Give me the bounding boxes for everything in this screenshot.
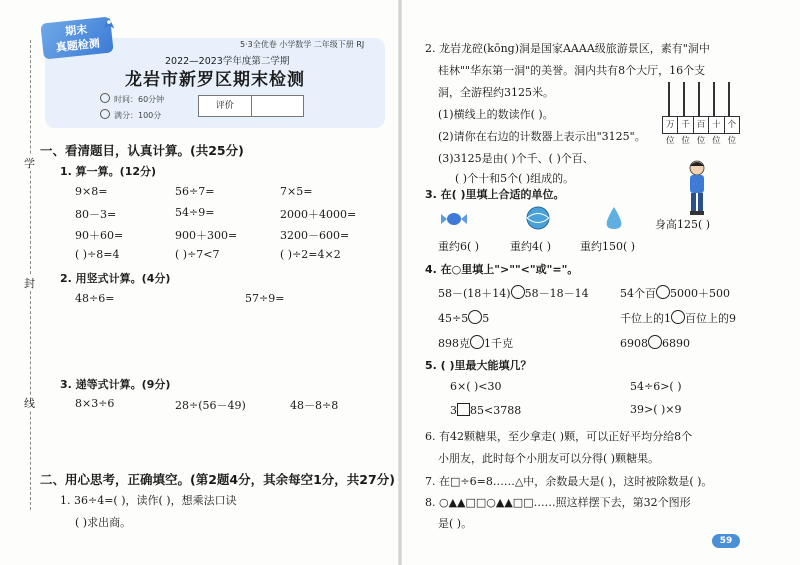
vertical-calc-item: 48÷6= bbox=[75, 292, 115, 305]
unit-item: 身高125( ) bbox=[655, 218, 711, 231]
ball-icon bbox=[525, 205, 551, 231]
r-q2-sub1: (1)横线上的数读作( )。 bbox=[438, 108, 554, 121]
badge-line2: 真题检测 bbox=[55, 36, 101, 55]
r-q2-line3: 洞，全游程约3125米。 bbox=[438, 86, 554, 99]
page-number: 59 bbox=[712, 534, 740, 548]
r-q4-title: 4. 在○里填上">""<"或"="。 bbox=[425, 263, 579, 276]
score-label: 评价 bbox=[199, 96, 252, 116]
calc-item: 90＋60= bbox=[75, 229, 124, 242]
unit-item: 重约6( ) bbox=[438, 240, 480, 253]
compare-item: 54个百 5000＋500 bbox=[620, 287, 730, 300]
boy-illustration bbox=[682, 160, 712, 216]
abacus-label: 百位 bbox=[694, 117, 709, 133]
compare-circle[interactable] bbox=[656, 285, 670, 299]
score-box[interactable] bbox=[252, 96, 304, 116]
calc-item: 3200－600= bbox=[280, 229, 350, 242]
r-q2-line1: 2. 龙岩龙硿(kōng)洞是国家AAAA级旅游景区，素有"洞中 bbox=[425, 42, 710, 55]
calc-item: 900＋300= bbox=[175, 229, 238, 242]
fill-item: 39>( )×9 bbox=[630, 403, 682, 416]
compare-item: 58－(18＋14) 58－18－14 bbox=[438, 287, 589, 300]
abacus-rod bbox=[713, 82, 715, 116]
binding-char: 线 bbox=[24, 397, 35, 410]
compare-circle[interactable] bbox=[648, 335, 662, 349]
r-q2-line2: 桂林""华东第一洞"的美誉。洞内共有8个大厅，16个支 bbox=[438, 64, 706, 77]
abacus-rod bbox=[683, 82, 685, 116]
calc-item: 7×5= bbox=[280, 185, 313, 198]
fill-item: 3 85<3788 bbox=[450, 404, 522, 417]
compare-item: 千位上的1 百位上的9 bbox=[620, 312, 736, 325]
abacus-label: 十位 bbox=[709, 117, 724, 133]
clock-icon bbox=[100, 93, 110, 103]
step-calc-item: 28÷(56－49) bbox=[175, 399, 246, 412]
compare-item: 6908 6890 bbox=[620, 337, 690, 350]
compare-circle[interactable] bbox=[671, 310, 685, 324]
step-calc-item: 8×3÷6 bbox=[75, 397, 115, 410]
s2-q1-line1: 1. 36÷4=( )，读作( )，想乘法口诀 bbox=[60, 494, 237, 507]
binding-char: 学 bbox=[24, 157, 35, 170]
s2-q1-line2: ( )求出商。 bbox=[75, 516, 132, 529]
fill-item: 54÷6>( ) bbox=[630, 380, 682, 393]
r-q6-line2: 小朋友，此时每个小朋友可以分得( )颗糖果。 bbox=[438, 452, 660, 465]
vertical-calc-item: 57÷9= bbox=[245, 292, 285, 305]
r-q2-sub2: (2)请你在右边的计数器上表示出"3125"。 bbox=[438, 130, 646, 143]
abacus-rod bbox=[728, 82, 730, 116]
r-q2-sub3: (3)3125是由( )个千、( )个百、 bbox=[438, 152, 594, 165]
r-q8-line1: 8. ○▲▲□□○▲▲□□……照这样摆下去，第32个图形 bbox=[425, 496, 691, 509]
section-1-title: 一、看清题目，认真计算。(共25分) bbox=[40, 143, 244, 158]
r-q5-title: 5. ( )里最大能填几？ bbox=[425, 359, 532, 372]
calc-item: 80－3= bbox=[75, 208, 117, 221]
binding-char: 封 bbox=[24, 277, 35, 290]
abacus-label: 万位 bbox=[663, 117, 678, 133]
abacus-counter[interactable] bbox=[662, 82, 738, 146]
calc-item: 54÷9= bbox=[175, 206, 215, 219]
exam-full-score: 满分：100分 bbox=[100, 109, 161, 121]
series-info: 5·3全优卷 小学数学 二年级下册 RJ bbox=[240, 40, 365, 49]
calc-item: ( )÷2=4×2 bbox=[280, 248, 341, 261]
candy-icon bbox=[440, 209, 468, 229]
exam-time: 时间：60分钟 bbox=[100, 93, 164, 105]
check-icon bbox=[100, 109, 110, 119]
calc-item: ( )÷7<7 bbox=[175, 248, 220, 261]
unit-item: 重约150( ) bbox=[580, 240, 636, 253]
badge-line1: 期末 bbox=[64, 22, 88, 39]
q1-title: 1. 算一算。(12分) bbox=[60, 165, 157, 178]
r-q6-line1: 6. 有42颗糖果，至少拿走( )颗，可以正好平均分给8个 bbox=[425, 430, 693, 443]
compare-circle[interactable] bbox=[468, 310, 482, 324]
r-q8-line2: 是( )。 bbox=[438, 517, 473, 530]
compare-item: 45÷5 5 bbox=[438, 312, 490, 325]
fill-item: 6×( )<30 bbox=[450, 380, 502, 393]
abacus-base bbox=[662, 116, 740, 146]
pear-icon bbox=[603, 205, 625, 231]
rocket-icon bbox=[100, 14, 118, 32]
compare-item: 898克 1千克 bbox=[438, 337, 513, 350]
calc-item: 9×8= bbox=[75, 185, 108, 198]
abacus-label: 个位 bbox=[727, 120, 737, 146]
section-2-title: 二、用心思考，正确填空。(第2题4分，其余每空1分，共27分) bbox=[40, 472, 395, 487]
calc-item: ( )÷8=4 bbox=[75, 248, 120, 261]
school-term: 2022—2023学年度第二学期 bbox=[165, 56, 290, 67]
abacus-label: 千位 bbox=[678, 117, 693, 133]
book-spine bbox=[398, 0, 402, 565]
compare-circle[interactable] bbox=[511, 285, 525, 299]
abacus-rod bbox=[668, 82, 670, 116]
score-table bbox=[198, 95, 304, 117]
r-q3-title: 3. 在( )里填上合适的单位。 bbox=[425, 188, 565, 201]
step-calc-item: 48－8÷8 bbox=[290, 399, 339, 412]
calc-item: 2000＋4000= bbox=[280, 208, 357, 221]
calc-item: 56÷7= bbox=[175, 185, 215, 198]
unit-item: 重约4( ) bbox=[510, 240, 552, 253]
r-q7: 7. 在□÷6=8……△中，余数最大是( )，这时被除数是( )。 bbox=[425, 475, 713, 488]
page-title: 龙岩市新罗区期末检测 bbox=[125, 70, 305, 90]
compare-circle[interactable] bbox=[470, 335, 484, 349]
r-q2-sub4: ( )个十和5个( )组成的。 bbox=[455, 172, 575, 185]
fill-square[interactable] bbox=[457, 403, 470, 416]
abacus-rod bbox=[698, 82, 700, 116]
q2-title: 2. 用竖式计算。(4分) bbox=[60, 272, 171, 285]
q3-title: 3. 递等式计算。(9分) bbox=[60, 378, 171, 391]
